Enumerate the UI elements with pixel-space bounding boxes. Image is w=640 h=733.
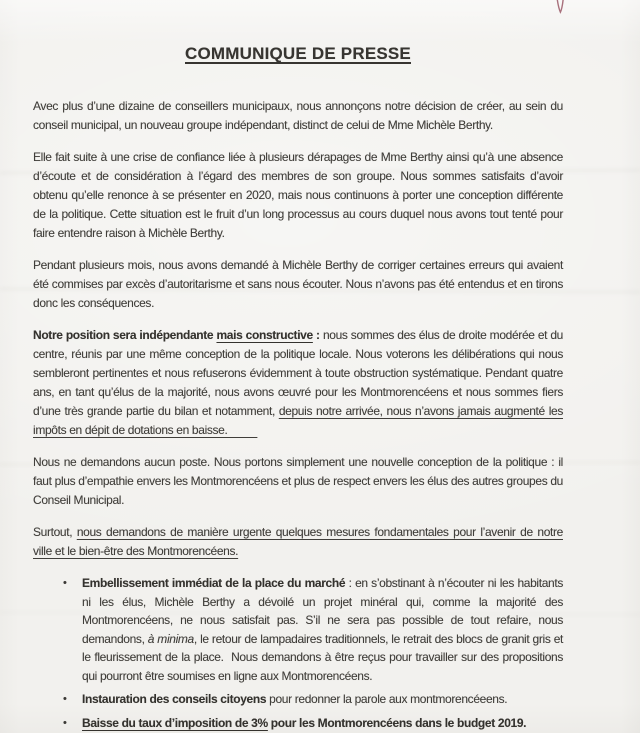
text-segment: à minima bbox=[147, 631, 194, 646]
text-segment: : en s’obstinant à n’écouter ni les habitants ni les élus, Michèle Berthy a dévoilé un projet minéral qui, comme la majorité des Montmorencéens, ne nous satisfait pas. S’il ne sera pas possible de tout refaire, nous demandons, bbox=[82, 576, 564, 646]
bullet-list bbox=[33, 574, 563, 732]
text-segment: nous sommes des élus de droite modérée et du centre, réunis par une même conception de la politique locale. Nous voterons les délibérations qui nous sembleront pertinentes et nous refuserons évidemment à toute obstruction systématique. Pendant quatre ans, en tant qu’élus de la majorité, nous avons œuvré pour les Montmorencéens et nous sommes fiers d’une très grande partie du bilan et notamment, bbox=[33, 328, 564, 418]
paragraph bbox=[33, 453, 563, 510]
document-title: COMMUNIQUE DE PRESSE bbox=[185, 44, 411, 63]
text-segment: mais constructive bbox=[216, 328, 313, 342]
bullet-item bbox=[63, 690, 563, 709]
paragraph bbox=[33, 148, 563, 243]
bullet-text bbox=[82, 574, 563, 685]
text-segment: Nous ne demandons aucun poste. Nous portons simplement une nouvelle conception de la politique : il faut plus d’empathie envers les Montmorencéens et plus de respect envers les élus des autres groupes du Conseil Municipal. bbox=[33, 455, 563, 507]
bullet-icon: • bbox=[63, 577, 67, 589]
bullet-text bbox=[82, 714, 563, 733]
bullet-text bbox=[82, 690, 563, 709]
text-segment: , le retour de lampadaires traditionnels, le retrait des blocs de granit gris et le fleurissement de la place. Nous demandons à être reçus pour travailler sur des propositions qui pourront être soumises en ligne aux Montmorencéens. bbox=[82, 631, 564, 683]
text-segment: pour les Montmorencéens dans le budget 2019. bbox=[267, 715, 527, 730]
bullet-icon: • bbox=[63, 693, 67, 705]
text-segment: Avec plus d’une dizaine de conseillers municipaux, nous annonçons notre décision de créer, au sein du conseil municipal, un nouveau groupe indépendant, distinct de celui de Mme Michèle Berthy. bbox=[33, 99, 563, 132]
paragraph bbox=[33, 523, 563, 561]
text-segment: depuis notre arrivée, nous n’avons jamais augmenté les impôts en dépit de dotations en baisse. bbox=[33, 404, 563, 437]
paragraph bbox=[33, 97, 563, 135]
text-segment: Baisse du taux d’imposition de 3% bbox=[82, 715, 268, 730]
text-segment: Elle fait suite à une crise de confiance liée à plusieurs dérapages de Mme Berthy ainsi qu’à une absence d’écoute et de considération à l’égard des membres de son groupe. Nous sommes satisfaits d’avoir obtenu qu’elle renonce à se présenter en 2020, mais nous continuons à porter une conception différente de la politique. Cette situation est le fruit d’un long processus au cours duquel nous avons tout tenté pour faire entendre raison à Michèle Berthy. bbox=[33, 150, 563, 240]
text-segment: Notre position sera indépendante bbox=[33, 328, 217, 342]
bullet-item bbox=[63, 574, 563, 685]
text-segment: Instauration des conseils citoyens bbox=[82, 692, 267, 706]
text-segment bbox=[228, 423, 258, 437]
bullet-item bbox=[63, 714, 563, 733]
text-segment: nous demandons de manière urgente quelques mesures fondamentales pour l’avenir de notre ville et le bien-être des Montmorencéens. bbox=[33, 525, 563, 558]
bullet-icon: • bbox=[63, 716, 67, 729]
text-segment: Surtout, bbox=[33, 525, 77, 539]
text-segment: : bbox=[312, 328, 320, 342]
text-segment: Embellissement immédiat de la place du marché bbox=[82, 576, 346, 590]
text-segment: Pendant plusieurs mois, nous avons demandé à Michèle Berthy de corriger certaines erreurs qui avaient été commises par excès d’autoritarisme et sans nous écouter. Nous n’avons pas été entendus et en tirons donc les conséquences. bbox=[33, 258, 563, 310]
paragraph bbox=[33, 256, 563, 313]
red-pen-mark-icon bbox=[552, 0, 570, 18]
paragraph bbox=[33, 326, 563, 440]
document-body bbox=[33, 97, 563, 732]
text-segment: pour redonner la parole aux montmorencéeens. bbox=[266, 692, 508, 706]
